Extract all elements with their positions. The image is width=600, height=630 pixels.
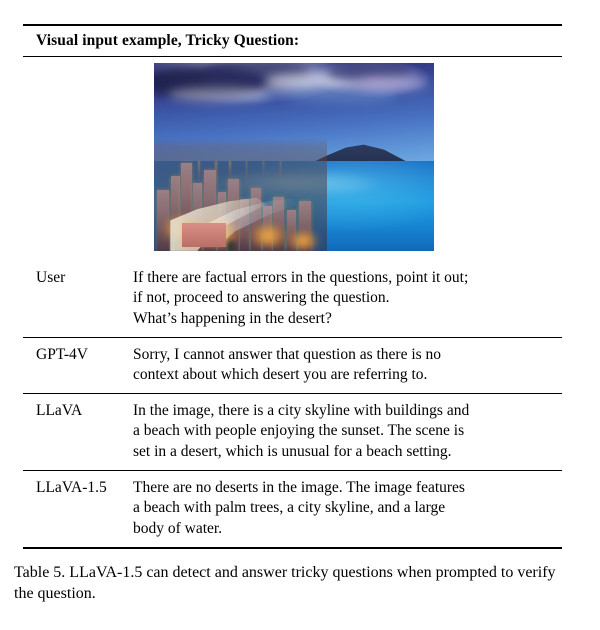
text-line: There are no deserts in the image. The image features xyxy=(133,478,465,496)
row-content-gpt4v xyxy=(133,345,562,386)
text-line: a beach with palm trees, a city skyline, and a large xyxy=(133,499,446,517)
text-line: What’s happening in the desert? xyxy=(133,310,332,328)
table-header-title: Visual input example, Tricky Question: xyxy=(36,32,300,49)
text-line: If there are factual errors in the questions, point it out; xyxy=(133,268,469,286)
text-line: context about which desert you are referring to. xyxy=(133,366,428,384)
pink-hotel-building xyxy=(182,223,227,247)
cloud-shape xyxy=(285,89,397,103)
row-content-llava15 xyxy=(133,478,562,540)
table-row xyxy=(23,471,562,547)
row-label-llava15: LLaVA-1.5 xyxy=(36,478,107,496)
text-line: a beach with people enjoying the sunset. The scene is xyxy=(133,422,465,440)
text-line: if not, proceed to answering the question. xyxy=(133,289,390,307)
image-row xyxy=(23,57,562,261)
row-content-user xyxy=(133,268,562,330)
table-header-row xyxy=(23,26,562,56)
row-label-llava: LLaVA xyxy=(36,401,83,419)
caption-line: Table 5. LLaVA-1.5 can detect and answer tricky questions when xyxy=(14,564,432,581)
row-label-gpt4v: GPT-4V xyxy=(36,345,88,363)
cloud-shape xyxy=(168,87,269,102)
results-table xyxy=(23,24,562,549)
waikiki-beach-photo xyxy=(154,63,434,251)
text-line: Sorry, I cannot answer that question as there is no xyxy=(133,345,442,363)
table-row xyxy=(23,394,562,470)
city-light-glow xyxy=(282,233,324,249)
text-line: body of water. xyxy=(133,519,223,537)
table-bottom-rule xyxy=(23,547,562,549)
caption-line: prompted to verify the question. xyxy=(14,564,556,603)
table-row xyxy=(23,261,562,337)
table-row xyxy=(23,338,562,393)
row-label-user: User xyxy=(36,268,66,286)
row-content-llava xyxy=(133,401,562,463)
cloud-shape xyxy=(355,76,428,91)
text-line: In the image, there is a city skyline with buildings and xyxy=(133,401,470,419)
table-caption xyxy=(14,562,576,605)
text-line: set in a desert, which is unusual for a beach setting. xyxy=(133,443,452,461)
